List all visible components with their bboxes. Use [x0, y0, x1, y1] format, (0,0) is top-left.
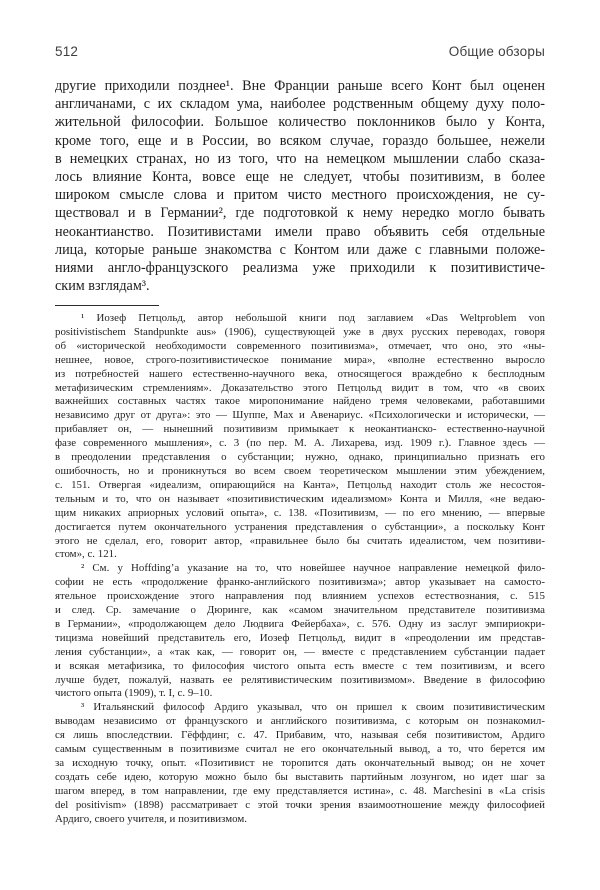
text-line: софии не есть «продолжение франко-английского позитивизма»; автор указывает на самосто- [55, 576, 545, 589]
text-line: нешнее, новое, строго-позитивистическое понимание мира», «вполне естественно выросло [55, 353, 545, 366]
text-line: жительной философии. Большое количество поклонников было у Конта, [55, 114, 545, 131]
text-line: ятельное происхождение этого направления под влиянием успехов естествознания, с. 515 [55, 590, 545, 603]
text-line: щим никаких априорных условий опыта», с. 138. «Позитивизм, — по его мнению, — впервые [55, 506, 545, 519]
footnotes-section [55, 312, 545, 827]
text-line: в немецких странах, но из того, что на немецком мышлении слабо сказа- [55, 150, 545, 167]
text-line: positivistischem Standpunkte aus» (1906), существующей уже в двух русских переводах, говоря [55, 325, 545, 338]
text-line: выводам независимо от французского и английского позитивизма, с которым он познакомил- [55, 715, 545, 728]
text-line: лица, которые раньше знакомства с Контом или даже с главными положе- [55, 241, 545, 258]
text-line: ся лишь впоследствии. Гёффдинг, с. 47. Прибавим, что, называя себя позитивистом, Ардиго [55, 729, 545, 742]
text-line: независимо друг от друга»: это — Шуппе, Мах и Авенариус. «Психологически и исторически, — [55, 409, 545, 422]
text-line: и всякая метафизика, то философия чистого опыта есть вместе с тем позитивизм, и всего [55, 659, 545, 672]
footnote-1 [55, 312, 545, 562]
running-header [55, 44, 545, 59]
text-line: неокантианство. Позитивистами имели право объявить себя отдельные [55, 223, 545, 240]
text-line: лось влияние Конта, вовсе еще не следует, чтобы позитивизм, в более [55, 169, 545, 186]
text-line: этого не сделал, его, говорит автор, «правильнее было бы считать идеалистом, чем позитиви- [55, 534, 545, 547]
text-line: фазе современного мышления», с. 3 (по пер. М. А. Лихарева, изд. 1909 г.). Главное здесь — [55, 437, 545, 450]
running-head: Общие обзоры [448, 44, 545, 59]
text-line: важнейших составных частях такое миропонимание найдено тремя человеками, работавшими [55, 395, 545, 408]
text-line: достигается путем окончательного устранения представления о субстанции», а поскольку Конт [55, 520, 545, 533]
text-line: с. 151. Отвергая «идеализм, опирающийся на Канта», Петцольд находит столь же несостоя- [55, 478, 545, 491]
text-line: широком смысле слова и притом чисто местного происхождения, не су- [55, 187, 545, 204]
footnote-2 [55, 562, 545, 701]
text-line: из потребностей нашего естественно-научного века, относящегося враждебно к бесплодным [55, 367, 545, 380]
text-line: лучше будет, пожалуй, назвать ее релятивистическим позитивизмом». Введение в философию [55, 673, 545, 686]
text-line: другие приходили позднее¹. Вне Франции раньше всего Конт был оценен [55, 78, 545, 94]
text-line: метафизическим стремлениям». Доказательство этого Петцольд видит в том, что «в своих [55, 381, 545, 394]
footnote-separator [55, 305, 159, 306]
text-line: кроме того, еще и в России, во всяком случае, гораздо большее, нежели [55, 132, 545, 149]
body-paragraph [55, 77, 545, 295]
text-line: об «исторической необходимости современного позитивизма», отмечает, что оно, это «ны- [55, 339, 545, 352]
text-line: ² См. у Hoffding’а указание на то, что новейшее научное направление немецкой фило- [81, 562, 545, 575]
text-line: ниями англо-французского реализма уже приходили к позитивистиче- [55, 260, 545, 277]
text-line: ления субстанции», а «так как, — говорит он, — вместе с представлением субстанции падает [55, 645, 545, 658]
footnote-3 [55, 701, 545, 826]
text-line: ошибочность, но и проникнуться во всем своем теоретическом мышлении этим убеждением, [55, 464, 545, 477]
text-line: в преодолении представления о субстанции; нужно, однако, принципиально признать его [55, 451, 545, 464]
text-line: чистого опыта (1909), т. I, с. 9–10. [55, 687, 213, 700]
text-line: ществовал и в Германии², где подготовкой к нему нередко могло бывать [55, 205, 545, 222]
text-line: ским взглядам³. [55, 278, 150, 295]
text-line: Ардиго, своего учителя, и позитивизмом. [55, 812, 247, 825]
text-line: ³ Итальянский философ Ардиго указывал, что он пришел к своим позитивистическим [81, 701, 545, 714]
text-line: ¹ Иозеф Петцольд, автор небольшой книги под заглавием «Das Weltproblem von [81, 312, 545, 324]
text-line: тицизма новейший представитель его, Иозеф Петцольд, видит в «преодолении им представ- [55, 631, 545, 644]
text-line: тельным и то, что он называет «позитивистическим идеализмом» Конта и Милля, «не ведаю- [55, 492, 545, 505]
text-line: стом», с. 121. [55, 548, 117, 561]
text-line: и след. Ср. замечание о Дюринге, как «самом значительном представителе позитивизма [55, 604, 545, 617]
text-line: прибавляет он, — нынешний позитивизм примыкает к неокантианско- естественно-научной [55, 423, 545, 436]
text-line: шагом вперед, в том направлении, где ему представляется истина», с. 48. Marchesini в «La crisis [55, 784, 545, 797]
text-line: в Германии», «продолжающем дело Людвига Фейербаха», с. 576. Одну из заслуг эмпириокри- [55, 617, 545, 630]
text-line: англичанами, с их складом ума, наиболее родственным общему духу поло- [55, 96, 545, 113]
text-line: создать себе идею, которую можно было бы выставить партийным лозунгом, но идет шаг за [55, 770, 545, 783]
page-number: 512 [55, 44, 79, 59]
text-line: за исходную точку, опыт. «Позитивист не торопится дать окончательный вывод; он не хочет [55, 757, 545, 769]
text-line: самым существенным в позитивизме считал не его окончательный вывод, а то, что берется им [55, 743, 545, 756]
text-line: del positivism» (1898) рассматривает с этой точки зрения взаимоотношение между философией [55, 798, 545, 811]
